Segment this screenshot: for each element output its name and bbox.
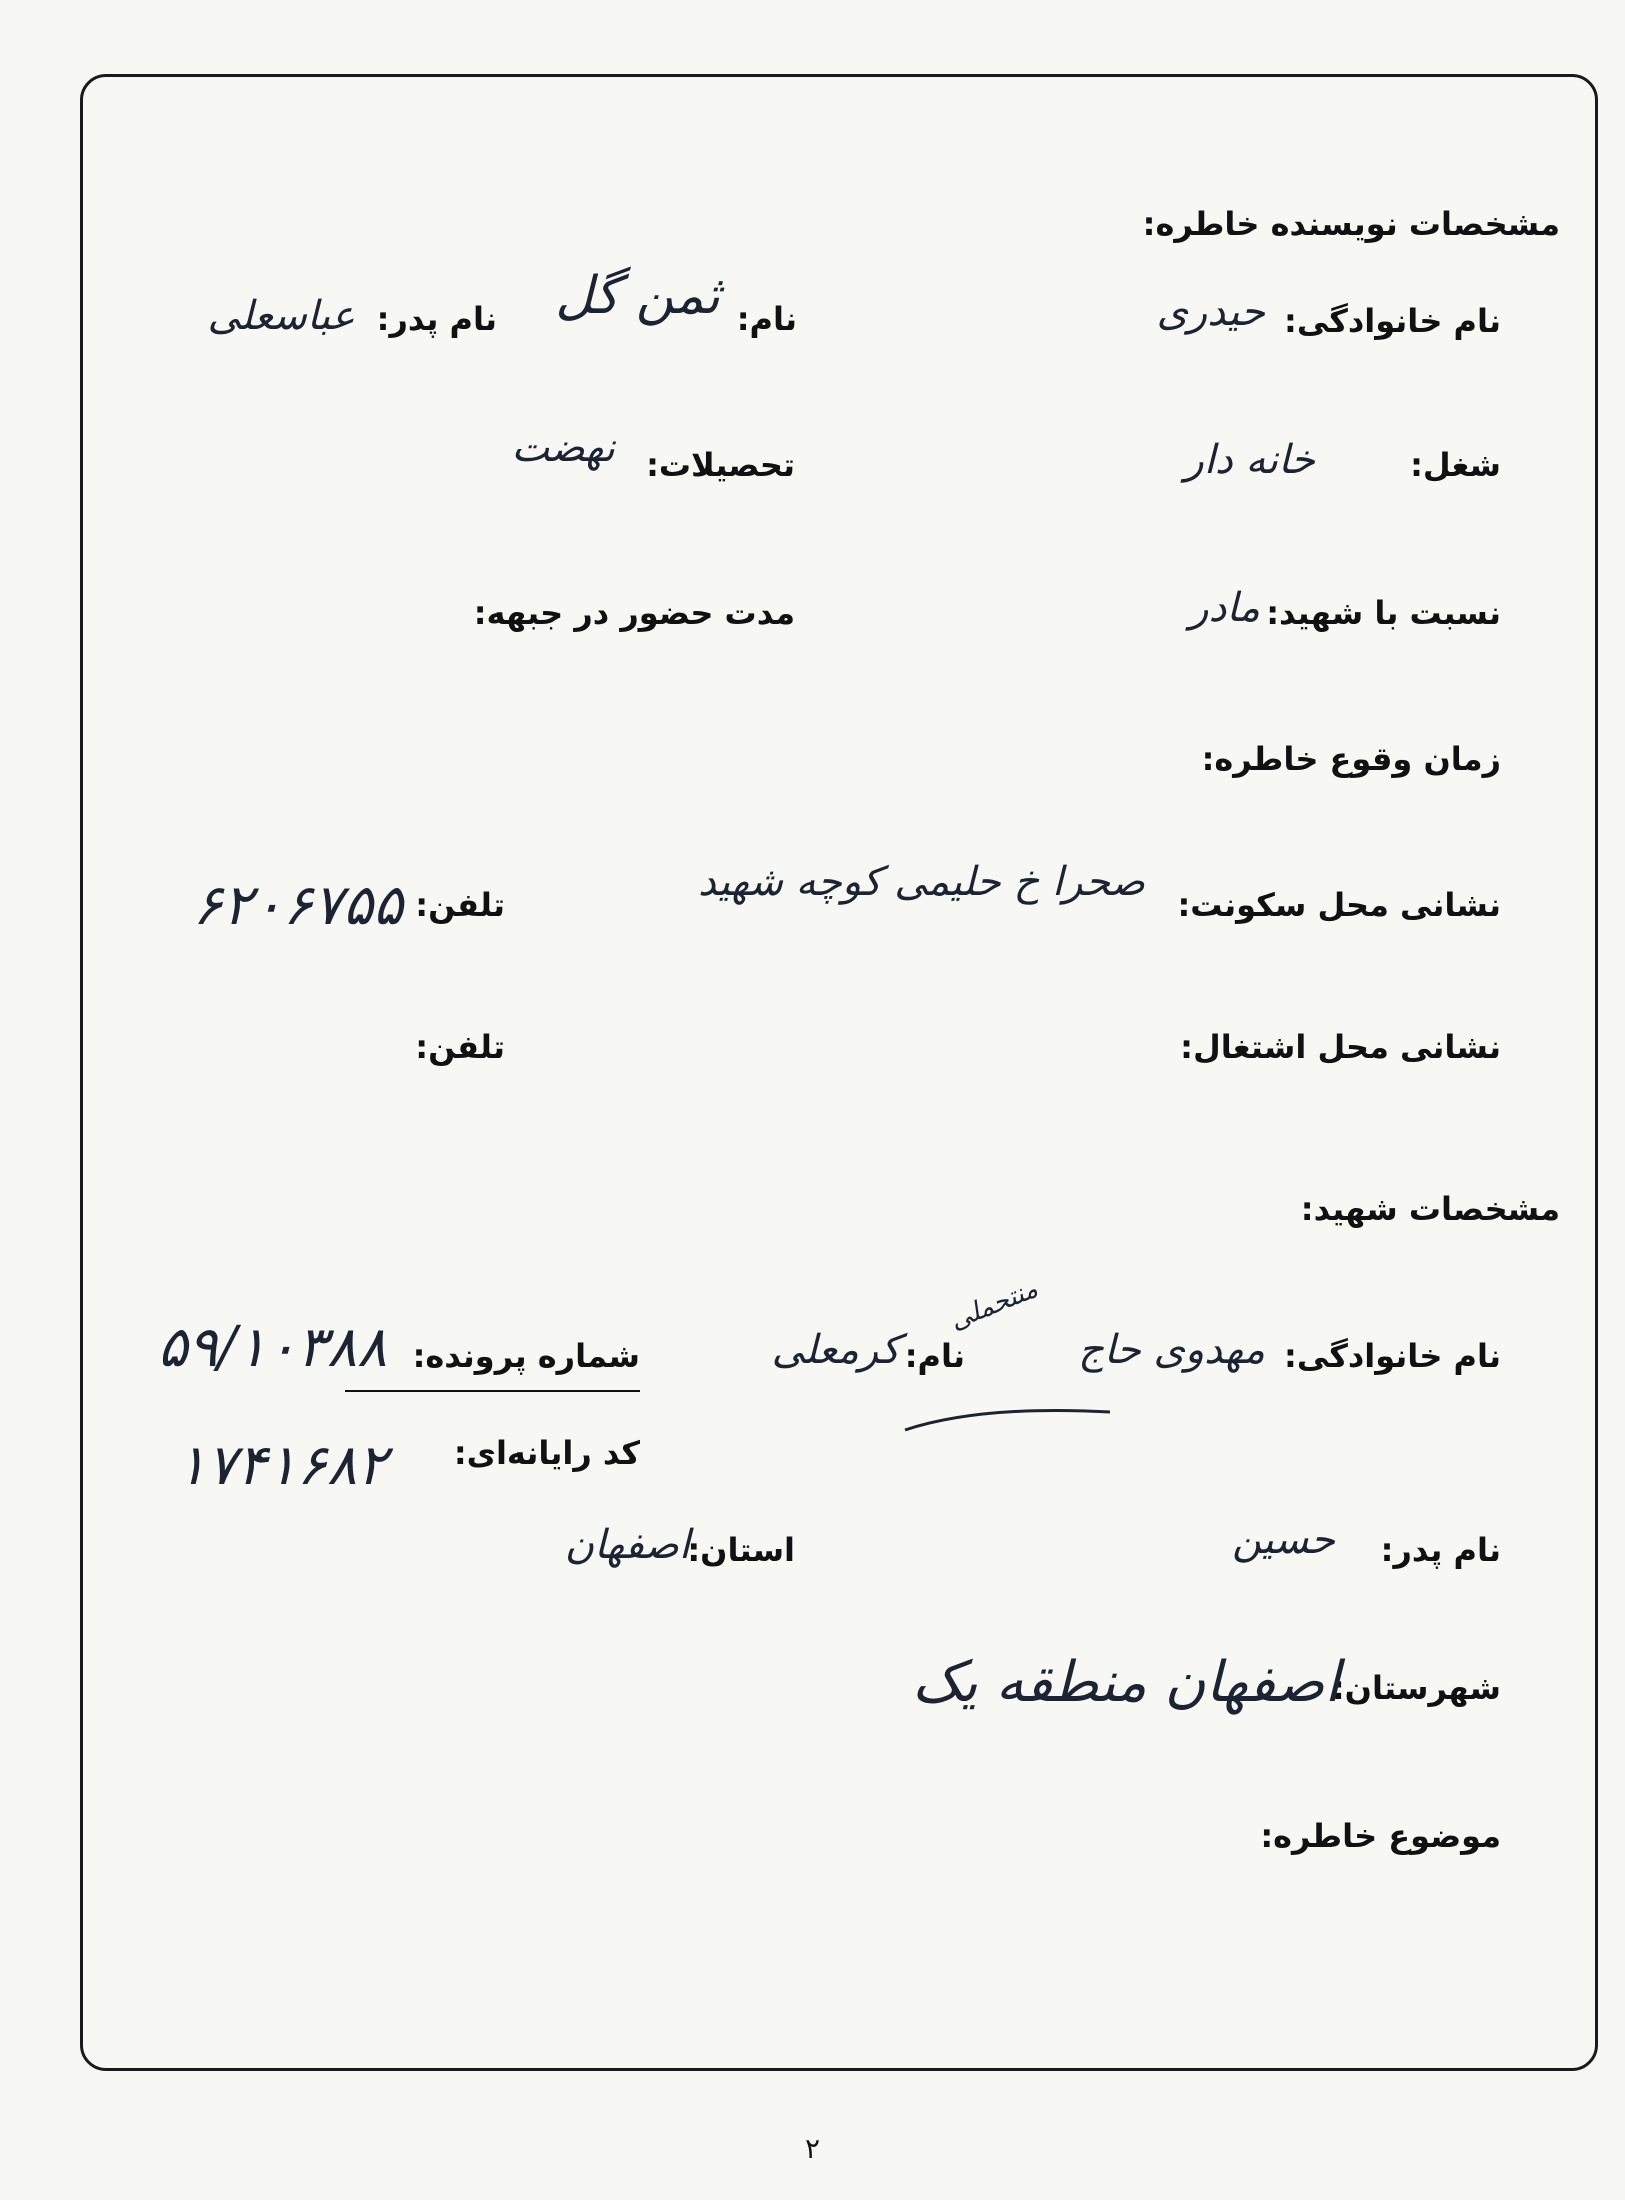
writer-job-label: شغل:: [1410, 446, 1501, 484]
martyr-city-label: شهرستان:: [1331, 1669, 1501, 1707]
martyr-family-label: نام خانوادگی:: [1284, 1337, 1501, 1375]
martyr-computer-code-label: کد رایانه‌ای:: [453, 1434, 640, 1472]
martyr-heading: مشخصات شهید:: [1300, 1190, 1560, 1228]
martyr-memory-subject-label: موضوع خاطره:: [1260, 1817, 1501, 1855]
martyr-family-note: منتحملی: [946, 1273, 1043, 1337]
martyr-city-value: اصفهان منطقه یک: [912, 1650, 1340, 1715]
writer-relation-label: نسبت با شهید:: [1266, 594, 1501, 632]
martyr-name-value: کرمعلی: [771, 1327, 900, 1373]
martyr-file-number-label: شماره پرونده:: [412, 1337, 640, 1375]
writer-work-phone-label: تلفن:: [415, 1028, 505, 1066]
writer-education-label: تحصیلات:: [646, 446, 795, 484]
writer-education-value: نهضت: [511, 425, 615, 471]
handwritten-stroke: [900, 1400, 1120, 1440]
writer-memory-time-label: زمان وقوع خاطره:: [1201, 740, 1501, 778]
martyr-province-label: استان:: [687, 1531, 795, 1569]
martyr-name-label: نام:: [904, 1337, 965, 1375]
writer-relation-value: مادر: [1189, 585, 1260, 631]
writer-home-phone-label: تلفن:: [415, 886, 505, 924]
form-frame: [80, 74, 1598, 2071]
martyr-family-value: مهدوی حاج: [1078, 1327, 1265, 1373]
writer-name-value: ثمن گل: [555, 266, 720, 326]
writer-work-address-label: نشانی محل اشتغال:: [1180, 1028, 1501, 1066]
martyr-father-value: حسین: [1232, 1517, 1335, 1563]
writer-heading: مشخصات نویسنده خاطره:: [1142, 205, 1560, 243]
writer-father-label: نام پدر:: [376, 300, 497, 338]
writer-front-duration-label: مدت حضور در جبهه:: [473, 594, 795, 632]
file-number-underline: [345, 1390, 640, 1392]
writer-family-label: نام خانوادگی:: [1284, 302, 1501, 340]
martyr-file-number-value: ۵۹/۱۰۳۸۸: [157, 1315, 387, 1380]
page-number: ۲: [804, 2132, 821, 2165]
writer-name-label: نام:: [736, 300, 797, 338]
martyr-computer-code-value: ۱۷۴۱۶۸۲: [176, 1433, 387, 1498]
writer-father-value: عباسعلی: [207, 293, 355, 339]
writer-home-address-label: نشانی محل سکونت:: [1177, 886, 1501, 924]
writer-home-phone-value: ۶۲۰۶۷۵۵: [192, 873, 403, 938]
writer-home-address-value: صحرا خ حلیمی کوچه شهید: [697, 859, 1145, 905]
writer-job-value: خانه دار: [1184, 437, 1315, 483]
writer-family-value: حیدری: [1156, 289, 1265, 335]
martyr-father-label: نام پدر:: [1380, 1531, 1501, 1569]
martyr-province-value: اصفهان: [564, 1522, 690, 1568]
